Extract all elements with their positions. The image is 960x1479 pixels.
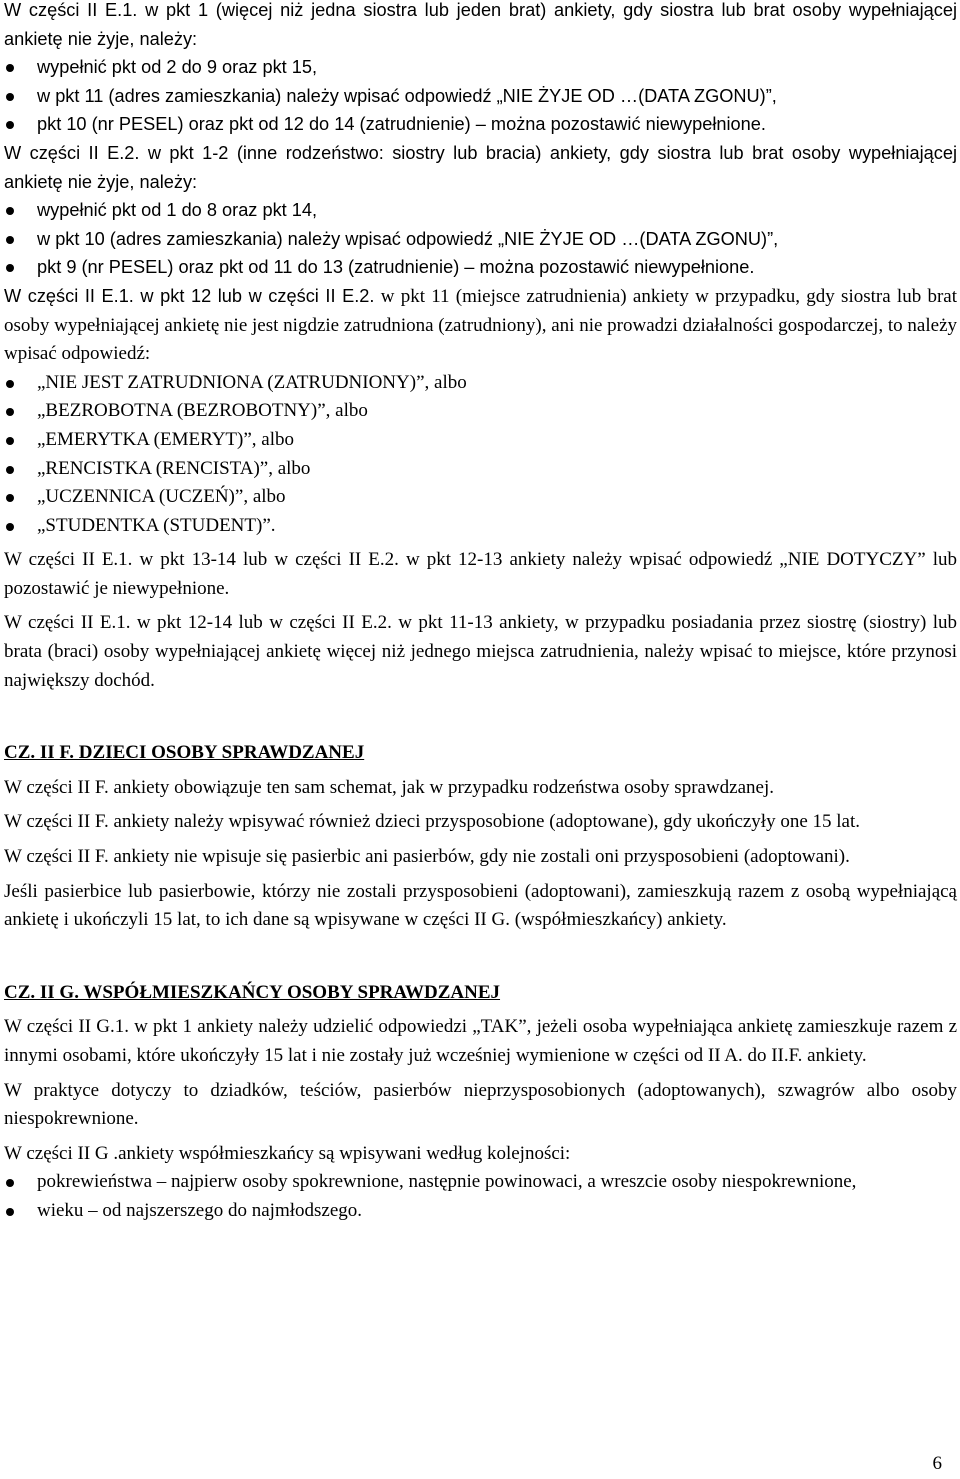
list-e1 [4,53,957,139]
paragraph-e1: W części II E.1. w pkt 1 (więcej niż jedna siostra lub jeden brat) ankiety, gdy siostra lub brat osoby wypełniającej ankietę nie żyje, należy: [4,0,957,49]
heading-section-g: CZ. II G. WSPÓŁMIESZKAŃCY OSOBY SPRAWDZANEJ [4,981,501,1003]
paragraph-f3: W części II F. ankiety nie wpisuje się pasierbic ani pasierbów, gdy nie zostali oni przysposobieni (adoptowani). [4,846,850,868]
paragraph-g2: W praktyce dotyczy to dziadków, teściów, pasierbów nieprzysposobionych (adoptowanych), szwagrów albo osoby niespokrewnione. [4,1079,957,1130]
paragraph-e4: W części II E.1. w pkt 13-14 lub w części II E.2. w pkt 12-13 ankiety należy wpisać odpowiedź „NIE DOTYCZY” lub pozostawić je niewypełnione. [4,549,957,599]
document-page [4,0,957,1226]
paragraph-e5: W części II E.1. w pkt 12-14 lub w części II E.2. w pkt 11-13 ankiety, w przypadku posiadania przez siostrę (siostry) lub brata (braci) osoby wypełniającej ankietę więcej niż jednego miejsca zatrudnienia, należy wpisać to miejsce, które przynosi największy dochód. [4,612,957,691]
list-item: „NIE JEST ZATRUDNIONA (ZATRUDNIONY)”, albo [4,369,957,398]
paragraph-f4: Jeśli pasierbice lub pasierbowie, którzy nie zostali przysposobieni (adoptowani), zamieszkują razem z osobą wypełniającą ankietę i ukończyli 15 lat, to ich dane są wpisywane w części II G. (współmieszkańcy) ankiety. [4,880,957,931]
list-item: „UCZENNICA (UCZEŃ)”, albo [4,483,957,512]
list-item: wypełnić pkt od 2 do 9 oraz pkt 15, [4,53,957,82]
list-item: w pkt 11 (adres zamieszkania) należy wpisać odpowiedź „NIE ŻYJE OD …(DATA ZGONU)”, [4,82,957,111]
paragraph-g3: W części II G .ankiety współmieszkańcy są wpisywani według kolejności: [4,1142,571,1164]
paragraph-f1: W części II F. ankiety obowiązuje ten sam schemat, jak w przypadku rodzeństwa osoby sprawdzanej. [4,776,775,798]
list-item: wypełnić pkt od 1 do 8 oraz pkt 14, [4,196,957,225]
list-item: pkt 9 (nr PESEL) oraz pkt od 11 do 13 (zatrudnienie) – można pozostawić niewypełnione. [4,253,957,282]
list-item: „STUDENTKA (STUDENT)”. [4,512,957,541]
paragraph-e2: W części II E.2. w pkt 1-2 (inne rodzeństwo: siostry lub bracia) ankiety, gdy siostra lub brat osoby wypełniającej ankietę nie żyje, należy: [4,142,957,192]
paragraph-e3 [4,282,957,369]
paragraph-f2: W części II F. ankiety należy wpisywać również dzieci przysposobione (adoptowane), gdy ukończyły one 15 lat. [4,811,861,833]
heading-section-f: CZ. II F. DZIECI OSOBY SPRAWDZANEJ [4,742,365,764]
list-item: w pkt 10 (adres zamieszkania) należy wpisać odpowiedź „NIE ŻYJE OD …(DATA ZGONU)”, [4,225,957,254]
list-item: „EMERYTKA (EMERYT)”, albo [4,426,957,455]
list-item: „BEZROBOTNA (BEZROBOTNY)”, albo [4,397,957,426]
list-item: pokrewieństwa – najpierw osoby spokrewnione, następnie powinowaci, a wreszcie osoby niespokrewnione, [4,1168,957,1197]
list-item: pkt 10 (nr PESEL) oraz pkt od 12 do 14 (zatrudnienie) – można pozostawić niewypełnione. [4,110,957,139]
list-e2 [4,196,957,282]
paragraph-g1: W części II G.1. w pkt 1 ankiety należy udzielić odpowiedzi „TAK”, jeżeli osoba wypełniająca ankietę zamieszkuje razem z innymi osobami, które ukończyły 15 lat i nie zostały już wcześniej wymienione w części od II A. do II.F. ankiety. [4,1016,957,1066]
list-e3 [4,369,957,541]
paragraph-e3-body: w pkt 11 (miejsce zatrudnienia) ankiety w przypadku, gdy siostra lub brat osoby wypełniającej ankietę nie jest nigdzie zatrudniona (zatrudniony), ani nie prowadzi działalności gospodarczej, to należy wpisać odpowiedź: [4,285,958,365]
page-number: 6 [932,1453,942,1474]
paragraph-e3-lead: W części II E.1. w pkt 12 lub w części II E.2. [4,285,375,306]
list-item: „RENCISTKA (RENCISTA)”, albo [4,455,957,484]
list-g [4,1168,957,1225]
list-item: wieku – od najszerszego do najmłodszego. [4,1197,957,1226]
